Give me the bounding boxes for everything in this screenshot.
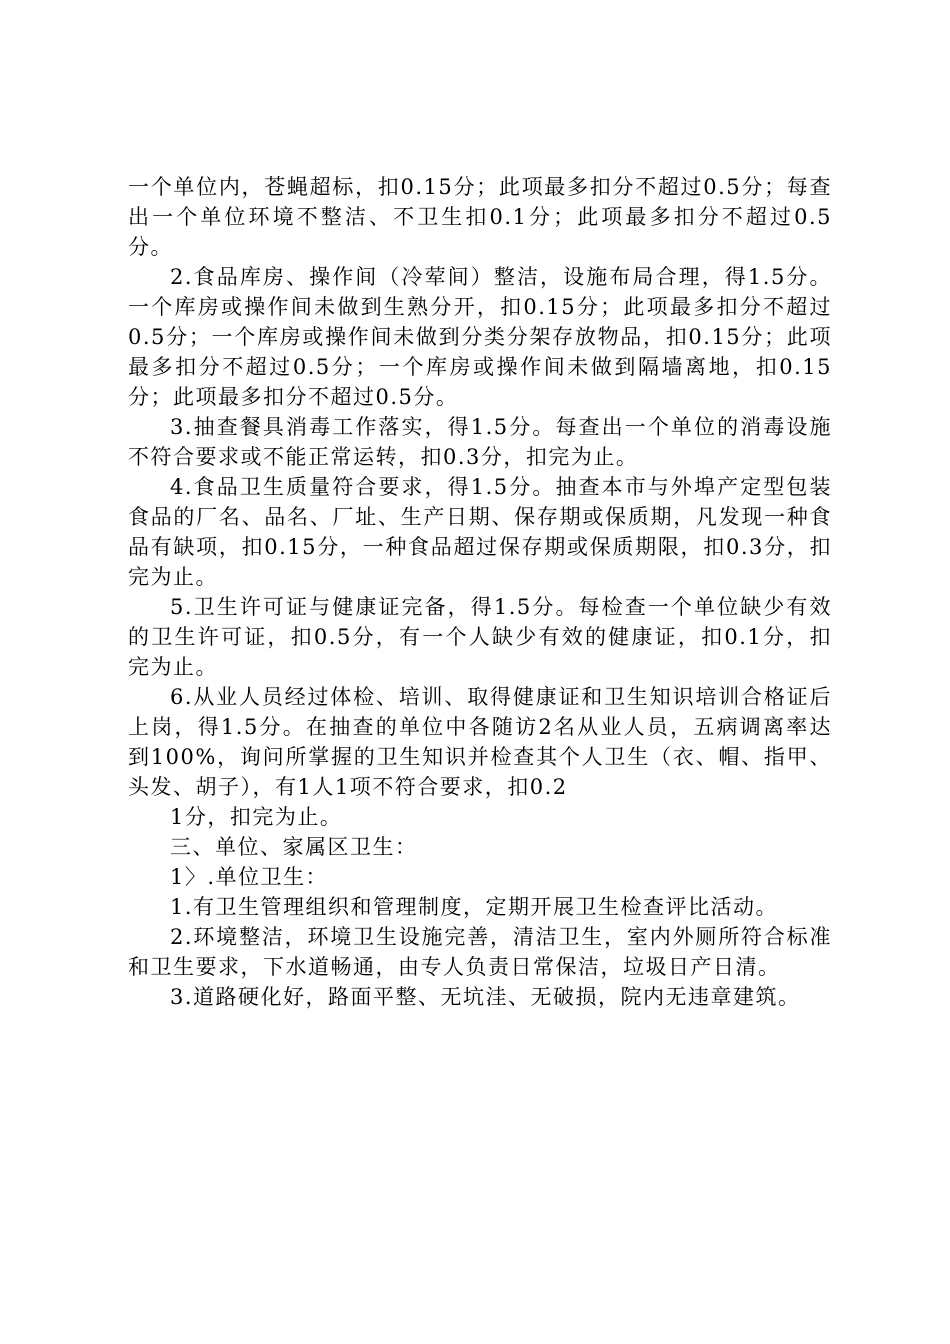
document-body [128, 172, 832, 1012]
paragraph-continuation: 一个单位内，苍蝇超标，扣0.15分；此项最多扣分不超过0.5分；每查出一个单位环境不整洁、不卫生扣0.1分；此项最多扣分不超过0.5分。 [128, 175, 832, 259]
paragraph-item-6: 6.从业人员经过体检、培训、取得健康证和卫生知识培训合格证后上岗，得1.5分。在抽查的单位中各随访2名从业人员，五病调离率达到100%，询问所掌握的卫生知识并检查其个人卫生（衣、帽、指甲、头发、胡子），有1人1项不符合要求，扣0.2 [128, 685, 832, 799]
paragraph-item-4: 4.食品卫生质量符合要求，得1.5分。抽查本市与外埠产定型包装食品的厂名、品名、厂址、生产日期、保存期或保质期，凡发现一种食品有缺项，扣0.15分，一种食品超过保存期或保质期限，扣0.3分，扣完为止。 [128, 475, 832, 589]
section-heading: 三、单位、家属区卫生： [170, 835, 418, 859]
paragraph-item-3: 3.抽查餐具消毒工作落实，得1.5分。每查出一个单位的消毒设施不符合要求或不能正常运转，扣0.3分，扣完为止。 [128, 415, 832, 469]
paragraph-item-5: 5.卫生许可证与健康证完备，得1.5分。每检查一个单位缺少有效的卫生许可证，扣0.5分，有一个人缺少有效的健康证，扣0.1分，扣完为止。 [128, 595, 832, 679]
paragraph-unit-1: 1.有卫生管理组织和管理制度，定期开展卫生检查评比活动。 [170, 895, 779, 919]
paragraph-fragment: 1分，扣完为止。 [170, 805, 343, 829]
paragraph-item-2: 2.食品库房、操作间（冷荤间）整洁，设施布局合理，得1.5分。一个库房或操作间未做到生熟分开，扣0.15分；此项最多扣分不超过0.5分；一个库房或操作间未做到分类分架存放物品，扣0.15分；此项最多扣分不超过0.5分；一个库房或操作间未做到隔墙离地，扣0.15分；此项最多扣分不超过0.5分。 [128, 265, 832, 409]
subsection-heading: 1〉.单位卫生： [170, 865, 329, 889]
paragraph-unit-2: 2.环境整洁，环境卫生设施完善，清洁卫生，室内外厕所符合标准和卫生要求，下水道畅通，由专人负责日常保洁，垃圾日产日清。 [128, 925, 832, 979]
paragraph-unit-3: 3.道路硬化好，路面平整、无坑洼、无破损，院内无违章建筑。 [170, 985, 801, 1009]
